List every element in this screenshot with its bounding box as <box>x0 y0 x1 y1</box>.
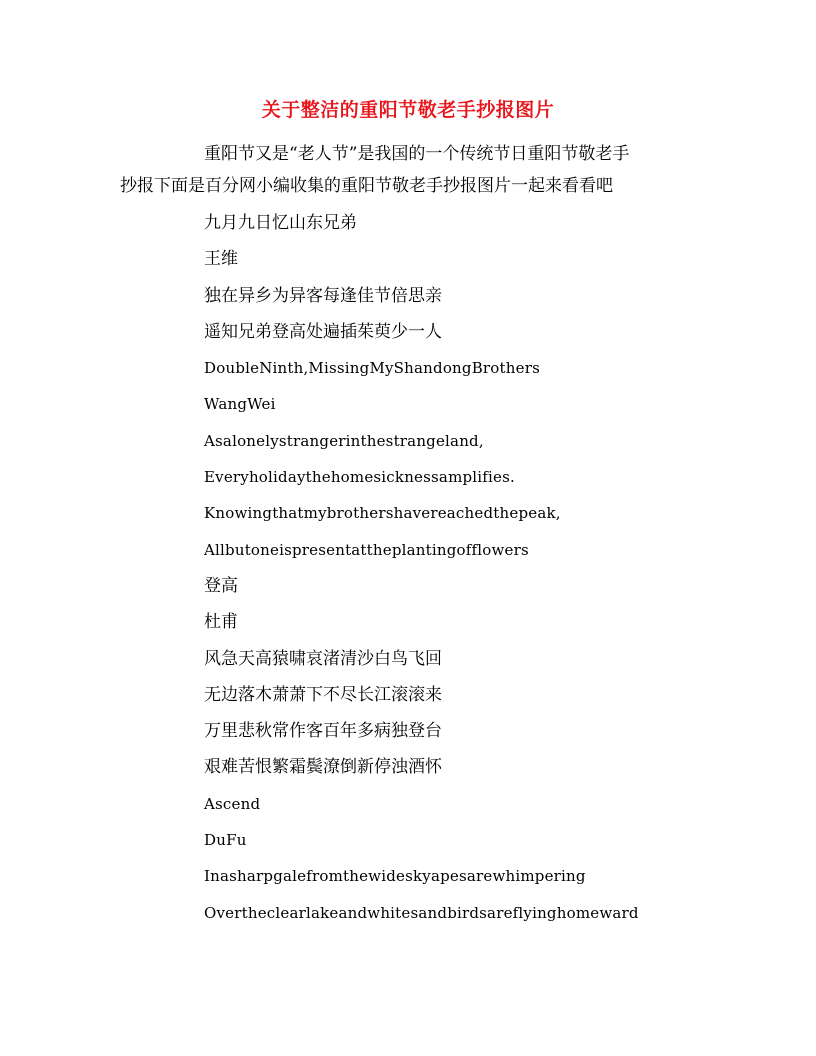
poem-line: Ascend <box>204 794 261 813</box>
poem-line: Allbutoneispresentattheplantingofflowers <box>204 540 529 559</box>
intro-line-2: 抄报下面是百分网小编收集的重阳节敬老手抄报图片一起来看看吧 <box>120 176 613 196</box>
poem-line: Inasharpgalefromthewideskyapesarewhimpering <box>204 867 586 886</box>
poem-line: 万里悲秋常作客百年多病独登台 <box>204 721 442 742</box>
poem-lines <box>204 208 784 934</box>
poem-line: 风急天高猿啸哀渚清沙白鸟飞回 <box>204 648 442 669</box>
poem-line: 登高 <box>204 575 238 596</box>
intro-paragraph <box>120 138 700 202</box>
intro-line-1: 重阳节又是“老人节”是我国的一个传统节日重阳节敬老手 <box>204 144 630 164</box>
poem-line: 遥知兄弟登高处遍插茱萸少一人 <box>204 321 442 342</box>
poem-line: 无边落木萧萧下不尽长江滚滚来 <box>204 684 442 705</box>
poem-line: WangWei <box>204 395 276 414</box>
poem-line: Asalonelystrangerinthestrangeland, <box>204 431 484 450</box>
page-title: 关于整洁的重阳节敬老手抄报图片 <box>261 99 555 121</box>
poem-line: 杜甫 <box>204 612 238 633</box>
poem-line: 九月九日忆山东兄弟 <box>204 213 357 233</box>
poem-line: Knowingthatmybrothershavereachedthepeak, <box>204 504 561 523</box>
poem-line: 独在异乡为异客每逢佳节倍思亲 <box>204 285 442 306</box>
poem-line: 王维 <box>204 249 238 270</box>
poem-line: Everyholidaythehomesicknessamplifies. <box>204 468 515 487</box>
poem-line: Overtheclearlakeandwhitesandbirdsareflyinghomeward <box>204 903 639 922</box>
poem-line: DoubleNinth,MissingMyShandongBrothers <box>204 359 540 378</box>
poem-line: DuFu <box>204 831 247 850</box>
poem-line: 艰难苦恨繁霜鬓潦倒新停浊酒怀 <box>204 757 442 778</box>
